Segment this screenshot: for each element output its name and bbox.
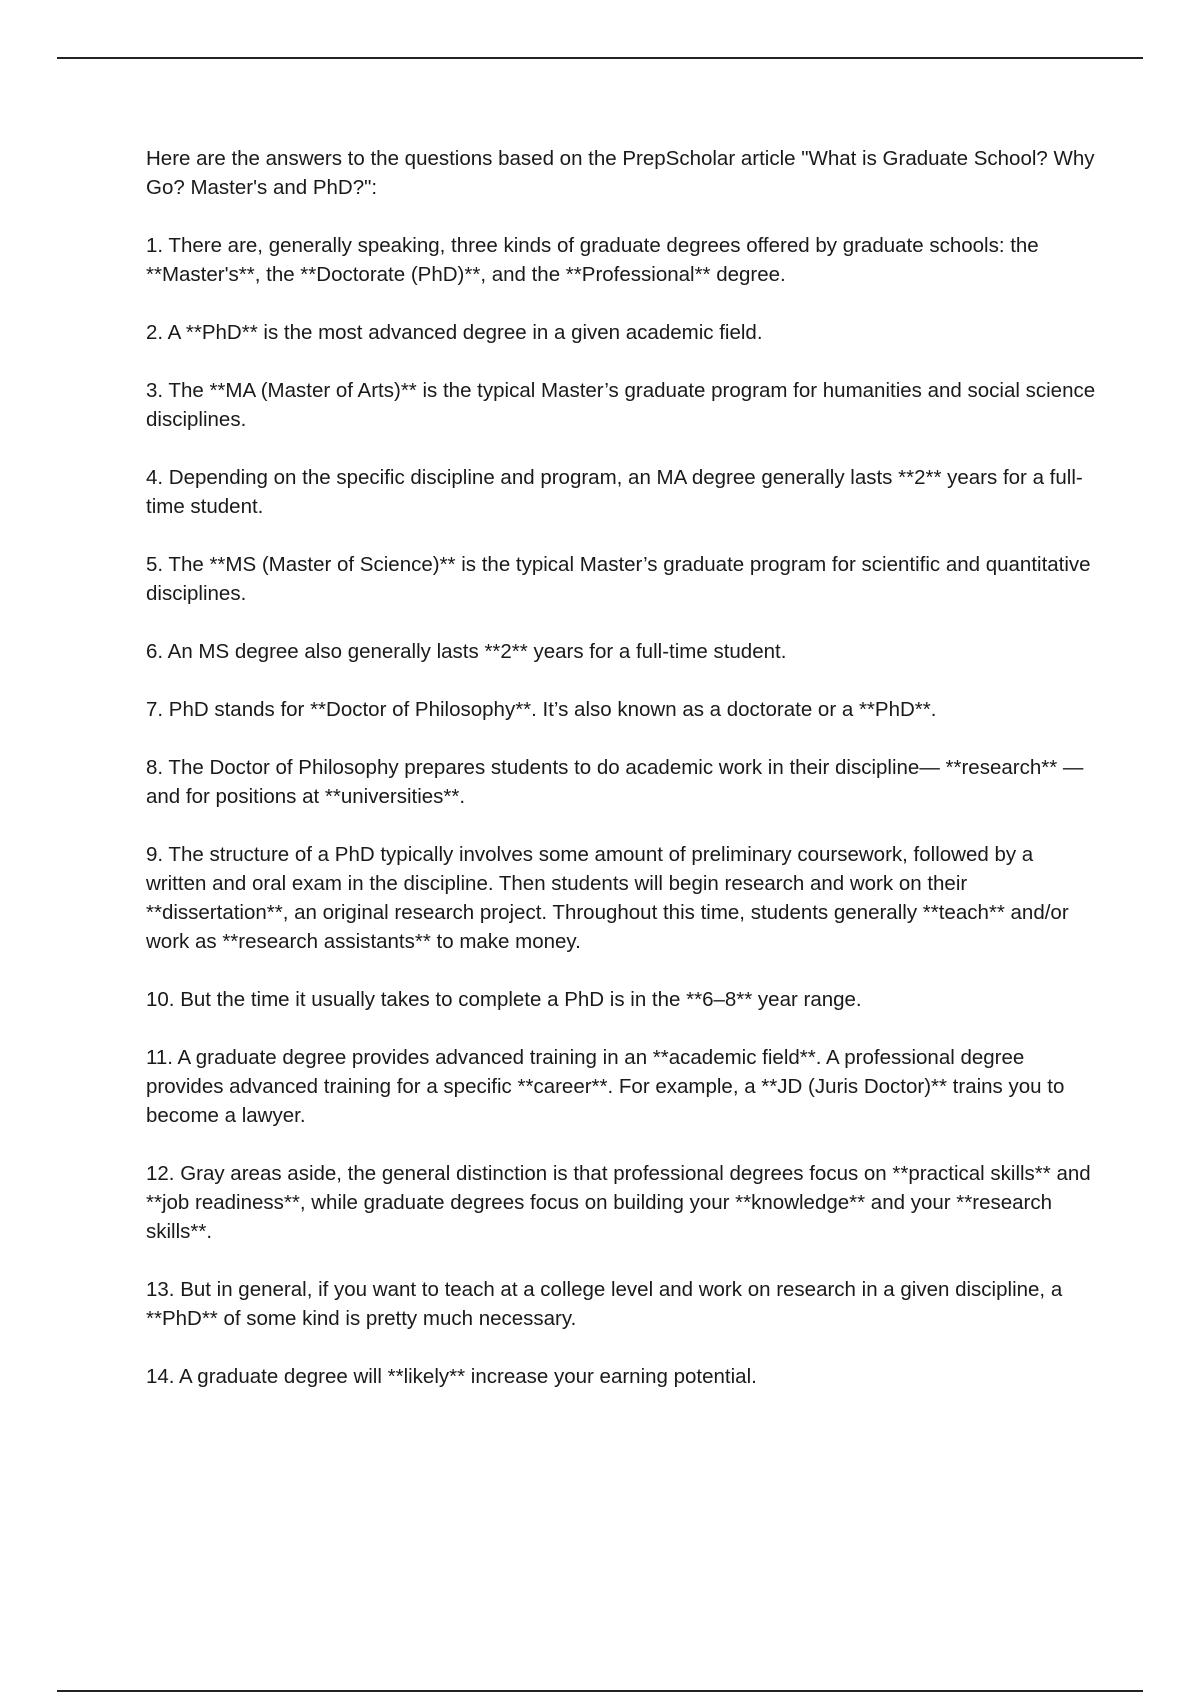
top-divider [57, 57, 1143, 59]
answer-item-10: 10. But the time it usually takes to complete a PhD is in the **6–8** year range. [146, 988, 862, 1011]
answer-item-14: 14. A graduate degree will **likely** increase your earning potential. [146, 1365, 757, 1388]
answer-item-9: 9. The structure of a PhD typically involves some amount of preliminary coursework, followed by a written and oral exam in the discipline. Then students will begin research and work on their **dissertation**, an original research project. Throughout this time, students generally **teach** and/or work as **research assistants** to make money. [146, 843, 1069, 953]
answer-item-3: 3. The **MA (Master of Arts)** is the typical Master’s graduate program for humanities and social science disciplines. [146, 379, 1096, 431]
bottom-divider [57, 1690, 1143, 1692]
answer-item-11: 11. A graduate degree provides advanced training in an **academic field**. A professional degree provides advanced training for a specific **career**. For example, a **JD (Juris Doctor)** trains you to become a lawyer. [146, 1046, 1065, 1127]
document-body [146, 144, 1096, 1420]
answer-item-13: 13. But in general, if you want to teach at a college level and work on research in a given discipline, a **PhD** of some kind is pretty much necessary. [146, 1278, 1063, 1330]
answer-item-8: 8. The Doctor of Philosophy prepares students to do academic work in their discipline— **research** — and for positions at **universities**. [146, 756, 1084, 808]
answer-item-2: 2. A **PhD** is the most advanced degree in a given academic field. [146, 321, 763, 344]
answer-item-12: 12. Gray areas aside, the general distinction is that professional degrees focus on **practical skills** and **job readiness**, while graduate degrees focus on building your **knowledge** and your **research skills**. [146, 1162, 1091, 1243]
answer-item-5: 5. The **MS (Master of Science)** is the typical Master’s graduate program for scientific and quantitative disciplines. [146, 553, 1091, 605]
intro-paragraph: Here are the answers to the questions based on the PrepScholar article "What is Graduate School? Why Go? Master's and PhD?": [146, 147, 1095, 199]
answer-item-4: 4. Depending on the specific discipline and program, an MA degree generally lasts **2** years for a full-time student. [146, 466, 1083, 518]
answer-item-6: 6. An MS degree also generally lasts **2** years for a full-time student. [146, 640, 787, 663]
answer-item-7: 7. PhD stands for **Doctor of Philosophy**. It’s also known as a doctorate or a **PhD**. [146, 698, 937, 721]
answer-item-1: 1. There are, generally speaking, three kinds of graduate degrees offered by graduate schools: the **Master's**, the **Doctorate (PhD)**, and the **Professional** degree. [146, 234, 1039, 286]
